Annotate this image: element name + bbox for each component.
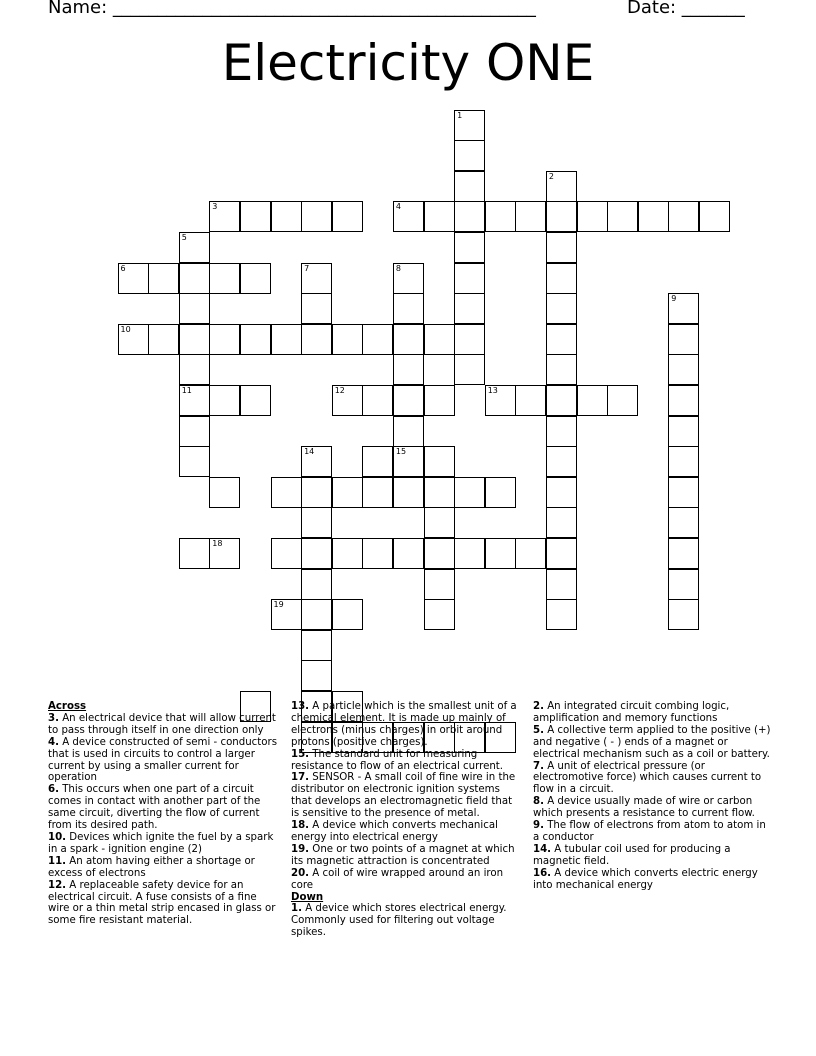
- clue-item: [291, 820, 523, 844]
- clue-num: 4.: [48, 736, 59, 748]
- clue-text: A coil of wire wrapped around an iron core: [291, 867, 504, 891]
- name-label: Name: _______________________________________________: [48, 0, 536, 18]
- grid-cell[interactable]: [546, 385, 577, 416]
- grid-cell[interactable]: [424, 385, 455, 416]
- grid-cell[interactable]: [577, 385, 608, 416]
- grid-cell[interactable]: [209, 263, 240, 294]
- down-clues-b: [533, 701, 773, 892]
- down-clues-a: [291, 903, 523, 939]
- clue-text: A unit of electrical pressure (or electromotive force) which causes current to flow in a circuit.: [533, 760, 762, 796]
- grid-cell[interactable]: [362, 324, 393, 355]
- grid-cell[interactable]: [118, 263, 149, 294]
- clue-item: [291, 903, 523, 939]
- grid-cell[interactable]: [148, 263, 179, 294]
- grid-cell[interactable]: [485, 201, 516, 232]
- grid-cell[interactable]: [668, 416, 699, 447]
- grid-cell[interactable]: [393, 385, 424, 416]
- grid-cell[interactable]: [393, 201, 424, 232]
- clue-item: [48, 856, 280, 880]
- grid-cell[interactable]: [393, 477, 424, 508]
- clue-number: 8: [395, 263, 401, 273]
- grid-cell[interactable]: [332, 477, 363, 508]
- grid-cell[interactable]: [393, 263, 424, 294]
- grid-cell[interactable]: [454, 263, 485, 294]
- grid-cell[interactable]: [209, 324, 240, 355]
- clue-number: 5: [181, 232, 187, 242]
- grid-cell[interactable]: [332, 538, 363, 569]
- clue-item: [533, 701, 773, 725]
- clue-item: [533, 868, 773, 892]
- clue-number: 9: [671, 294, 677, 304]
- clue-text: The flow of electrons from atom to atom in a conductor: [533, 820, 766, 843]
- grid-cell[interactable]: [424, 477, 455, 508]
- grid-cell[interactable]: [546, 293, 577, 324]
- grid-cell[interactable]: [362, 477, 393, 508]
- clue-item: [291, 701, 523, 749]
- grid-cell[interactable]: [301, 201, 332, 232]
- clues-column-2: [291, 701, 523, 939]
- grid-cell[interactable]: [668, 201, 699, 232]
- grid-cell[interactable]: [393, 446, 424, 477]
- across-clues-b: [291, 701, 523, 892]
- grid-cell[interactable]: [424, 538, 455, 569]
- grid-cell[interactable]: [271, 477, 302, 508]
- page-title: Electricity ONE: [221, 34, 595, 92]
- grid-cell[interactable]: [454, 110, 485, 141]
- clues-column-1: [48, 701, 280, 927]
- clue-number: 1: [457, 110, 463, 120]
- clue-item: [291, 868, 523, 892]
- grid-cell[interactable]: [668, 599, 699, 630]
- clue-item: [48, 832, 280, 856]
- grid-cell[interactable]: [301, 538, 332, 569]
- grid-cell[interactable]: [546, 477, 577, 508]
- clue-text: A collective term applied to the positive (+) and negative ( - ) ends of a magnet or electrical mechanism such as a coil or battery.: [533, 724, 771, 760]
- clue-number: 11: [181, 385, 192, 395]
- grid-cell[interactable]: [362, 385, 393, 416]
- clue-text: An atom having either a shortage or excess of electrons: [48, 855, 255, 879]
- clue-text: Devices which ignite the fuel by a spark in a spark - ignition engine (2): [48, 831, 274, 855]
- grid-cell[interactable]: [668, 385, 699, 416]
- across-heading: Across: [48, 701, 87, 712]
- grid-cell[interactable]: [454, 293, 485, 324]
- clue-item: [48, 784, 280, 832]
- grid-cell[interactable]: [271, 324, 302, 355]
- grid-cell[interactable]: [179, 263, 210, 294]
- grid-cell[interactable]: [699, 201, 730, 232]
- grid-cell[interactable]: [515, 538, 546, 569]
- clue-item: [533, 820, 773, 844]
- grid-cell[interactable]: [301, 599, 332, 630]
- grid-cell[interactable]: [332, 201, 363, 232]
- clue-text: A device usually made of wire or carbon which presents a resistance to current flow.: [533, 796, 755, 820]
- across-clues-a: [48, 713, 280, 927]
- grid-cell[interactable]: [546, 324, 577, 355]
- clue-num: 17.: [291, 772, 310, 784]
- grid-cell[interactable]: [393, 416, 424, 447]
- grid-cell[interactable]: [209, 538, 240, 569]
- clue-num: 16.: [533, 867, 552, 879]
- grid-cell[interactable]: [454, 171, 485, 202]
- grid-cell[interactable]: [485, 538, 516, 569]
- clue-text: A particle which is the smallest unit of a chemical element. It is made up mainly of electrons (minus charges) in orbit around protons (positive charges).: [291, 701, 517, 748]
- grid-cell[interactable]: [271, 538, 302, 569]
- clue-item: [533, 761, 773, 797]
- clue-number: 18: [212, 538, 223, 548]
- clue-number: 2: [548, 171, 554, 181]
- grid-cell[interactable]: [301, 446, 332, 477]
- clue-item: [291, 844, 523, 868]
- clue-text: A device which converts mechanical energy into electrical energy: [291, 820, 498, 843]
- grid-cell[interactable]: [271, 201, 302, 232]
- clue-num: 18.: [291, 820, 310, 832]
- grid-cell[interactable]: [668, 293, 699, 324]
- grid-cell[interactable]: [485, 385, 516, 416]
- clue-num: 20.: [291, 867, 310, 879]
- clue-item: [291, 772, 523, 820]
- grid-cell[interactable]: [546, 416, 577, 447]
- grid-cell[interactable]: [515, 385, 546, 416]
- clue-text: A replaceable safety device for an electrical circuit. A fuse consists of a fine wire or a thin metal strip encased in glass or some fire resistant material.: [48, 879, 276, 927]
- grid-cell[interactable]: [546, 354, 577, 385]
- grid-cell[interactable]: [179, 385, 210, 416]
- grid-cell[interactable]: [424, 324, 455, 355]
- clue-number: 19: [273, 600, 284, 610]
- clue-num: 5.: [533, 724, 544, 736]
- grid-cell[interactable]: [546, 171, 577, 202]
- grid-cell[interactable]: [546, 232, 577, 263]
- clue-number: 7: [304, 263, 310, 273]
- grid-cell[interactable]: [301, 630, 332, 661]
- grid-cell[interactable]: [179, 232, 210, 263]
- grid-cell[interactable]: [515, 201, 546, 232]
- clue-text: An integrated circuit combing logic, amplification and memory functions: [533, 701, 730, 724]
- clue-text: SENSOR - A small coil of fine wire in the distributor on electronic ignition systems that develops an electromagnetic field that is sensitive to the presence of metal.: [291, 772, 516, 820]
- grid-cell[interactable]: [301, 477, 332, 508]
- grid-cell[interactable]: [485, 477, 516, 508]
- clues-column-3: [533, 701, 773, 892]
- clue-num: 6.: [48, 784, 59, 796]
- clue-num: 8.: [533, 796, 544, 808]
- grid-cell[interactable]: [668, 324, 699, 355]
- clue-text: One or two points of a magnet at which its magnetic attraction is concentrated: [291, 843, 515, 867]
- grid-cell[interactable]: [454, 324, 485, 355]
- grid-cell[interactable]: [240, 263, 271, 294]
- grid-cell[interactable]: [424, 446, 455, 477]
- grid-cell[interactable]: [546, 201, 577, 232]
- grid-cell[interactable]: [179, 446, 210, 477]
- clue-item: [48, 737, 280, 785]
- grid-cell[interactable]: [668, 538, 699, 569]
- grid-cell[interactable]: [332, 385, 363, 416]
- grid-cell[interactable]: [393, 354, 424, 385]
- clue-text: This occurs when one part of a circuit comes in contact with another part of the same circuit, diverting the flow of current from its desired path.: [48, 784, 261, 832]
- grid-cell[interactable]: [577, 201, 608, 232]
- grid-cell[interactable]: [546, 569, 577, 600]
- clue-number: 6: [120, 263, 126, 273]
- clue-num: 14.: [533, 843, 552, 855]
- clue-text: An electrical device that will allow current to pass through itself in one direction only: [48, 712, 276, 736]
- clue-num: 2.: [533, 701, 544, 712]
- grid-cell[interactable]: [424, 569, 455, 600]
- grid-cell[interactable]: [240, 324, 271, 355]
- clue-text: A device which converts electric energy into mechanical energy: [533, 867, 758, 891]
- grid-cell[interactable]: [638, 201, 669, 232]
- grid-cell[interactable]: [148, 324, 179, 355]
- date-label: Date: _______: [627, 0, 745, 18]
- clue-number: 12: [334, 385, 345, 395]
- grid-cell[interactable]: [179, 416, 210, 447]
- clue-text: A tubular coil used for producing a magnetic field.: [533, 843, 731, 867]
- grid-cell[interactable]: [362, 446, 393, 477]
- clue-text: The standard unit for measuring resistance to flow of an electrical current.: [291, 748, 504, 772]
- grid-cell[interactable]: [301, 569, 332, 600]
- clue-num: 13.: [291, 701, 310, 712]
- grid-cell[interactable]: [393, 293, 424, 324]
- grid-cell[interactable]: [546, 538, 577, 569]
- grid-cell[interactable]: [454, 354, 485, 385]
- clue-item: [533, 725, 773, 761]
- grid-cell[interactable]: [668, 569, 699, 600]
- grid-cell[interactable]: [301, 324, 332, 355]
- grid-cell[interactable]: [424, 507, 455, 538]
- grid-cell[interactable]: [668, 446, 699, 477]
- grid-cell[interactable]: [271, 599, 302, 630]
- grid-cell[interactable]: [179, 538, 210, 569]
- grid-cell[interactable]: [332, 599, 363, 630]
- grid-cell[interactable]: [301, 507, 332, 538]
- grid-cell[interactable]: [546, 599, 577, 630]
- grid-cell[interactable]: [668, 354, 699, 385]
- grid-cell[interactable]: [546, 263, 577, 294]
- grid-cell[interactable]: [362, 538, 393, 569]
- grid-cell[interactable]: [668, 477, 699, 508]
- clue-num: 12.: [48, 879, 67, 891]
- clue-number: 10: [120, 324, 131, 334]
- grid-cell[interactable]: [454, 477, 485, 508]
- clue-item: [533, 844, 773, 868]
- grid-cell[interactable]: [607, 385, 638, 416]
- grid-cell[interactable]: [240, 385, 271, 416]
- clue-num: 19.: [291, 843, 310, 855]
- clue-num: 7.: [533, 760, 544, 772]
- grid-cell[interactable]: [301, 293, 332, 324]
- grid-cell[interactable]: [454, 538, 485, 569]
- clue-number: 4: [395, 202, 401, 212]
- grid-cell[interactable]: [209, 201, 240, 232]
- clue-number: 3: [212, 202, 218, 212]
- grid-cell[interactable]: [454, 140, 485, 171]
- grid-cell[interactable]: [209, 477, 240, 508]
- clue-num: 3.: [48, 712, 59, 724]
- down-heading: Down: [291, 891, 324, 903]
- grid-cell[interactable]: [118, 324, 149, 355]
- clue-item: [533, 796, 773, 820]
- clue-item: [48, 713, 280, 737]
- clue-num: 15.: [291, 748, 310, 760]
- clue-number: 15: [395, 447, 407, 457]
- clue-number: 14: [304, 447, 315, 457]
- grid-cell[interactable]: [179, 354, 210, 385]
- grid-cell[interactable]: [607, 201, 638, 232]
- clue-num: 9.: [533, 820, 544, 832]
- grid-cell[interactable]: [668, 507, 699, 538]
- grid-cell[interactable]: [546, 446, 577, 477]
- grid-cell[interactable]: [332, 324, 363, 355]
- grid-cell[interactable]: [393, 538, 424, 569]
- clue-num: 10.: [48, 831, 67, 843]
- clue-num: 11.: [48, 855, 67, 867]
- clue-text: A device which stores electrical energy. Commonly used for filtering out voltage spikes.: [291, 903, 507, 939]
- grid-cell[interactable]: [393, 324, 424, 355]
- grid-cell[interactable]: [546, 507, 577, 538]
- clue-item: [291, 749, 523, 773]
- grid-cell[interactable]: [179, 293, 210, 324]
- grid-cell[interactable]: [179, 324, 210, 355]
- clue-text: A device constructed of semi - conductors that is used in circuits to control a larger current by using a smaller current for operation: [48, 736, 278, 784]
- clue-item: [48, 880, 280, 928]
- clue-num: 1.: [291, 903, 302, 915]
- grid-cell[interactable]: [454, 201, 485, 232]
- grid-cell[interactable]: [454, 232, 485, 263]
- grid-cell[interactable]: [424, 599, 455, 630]
- grid-cell[interactable]: [424, 201, 455, 232]
- grid-cell[interactable]: [301, 660, 332, 691]
- grid-cell[interactable]: [301, 263, 332, 294]
- clue-number: 13: [487, 385, 498, 395]
- grid-cell[interactable]: [209, 385, 240, 416]
- grid-cell[interactable]: [240, 201, 271, 232]
